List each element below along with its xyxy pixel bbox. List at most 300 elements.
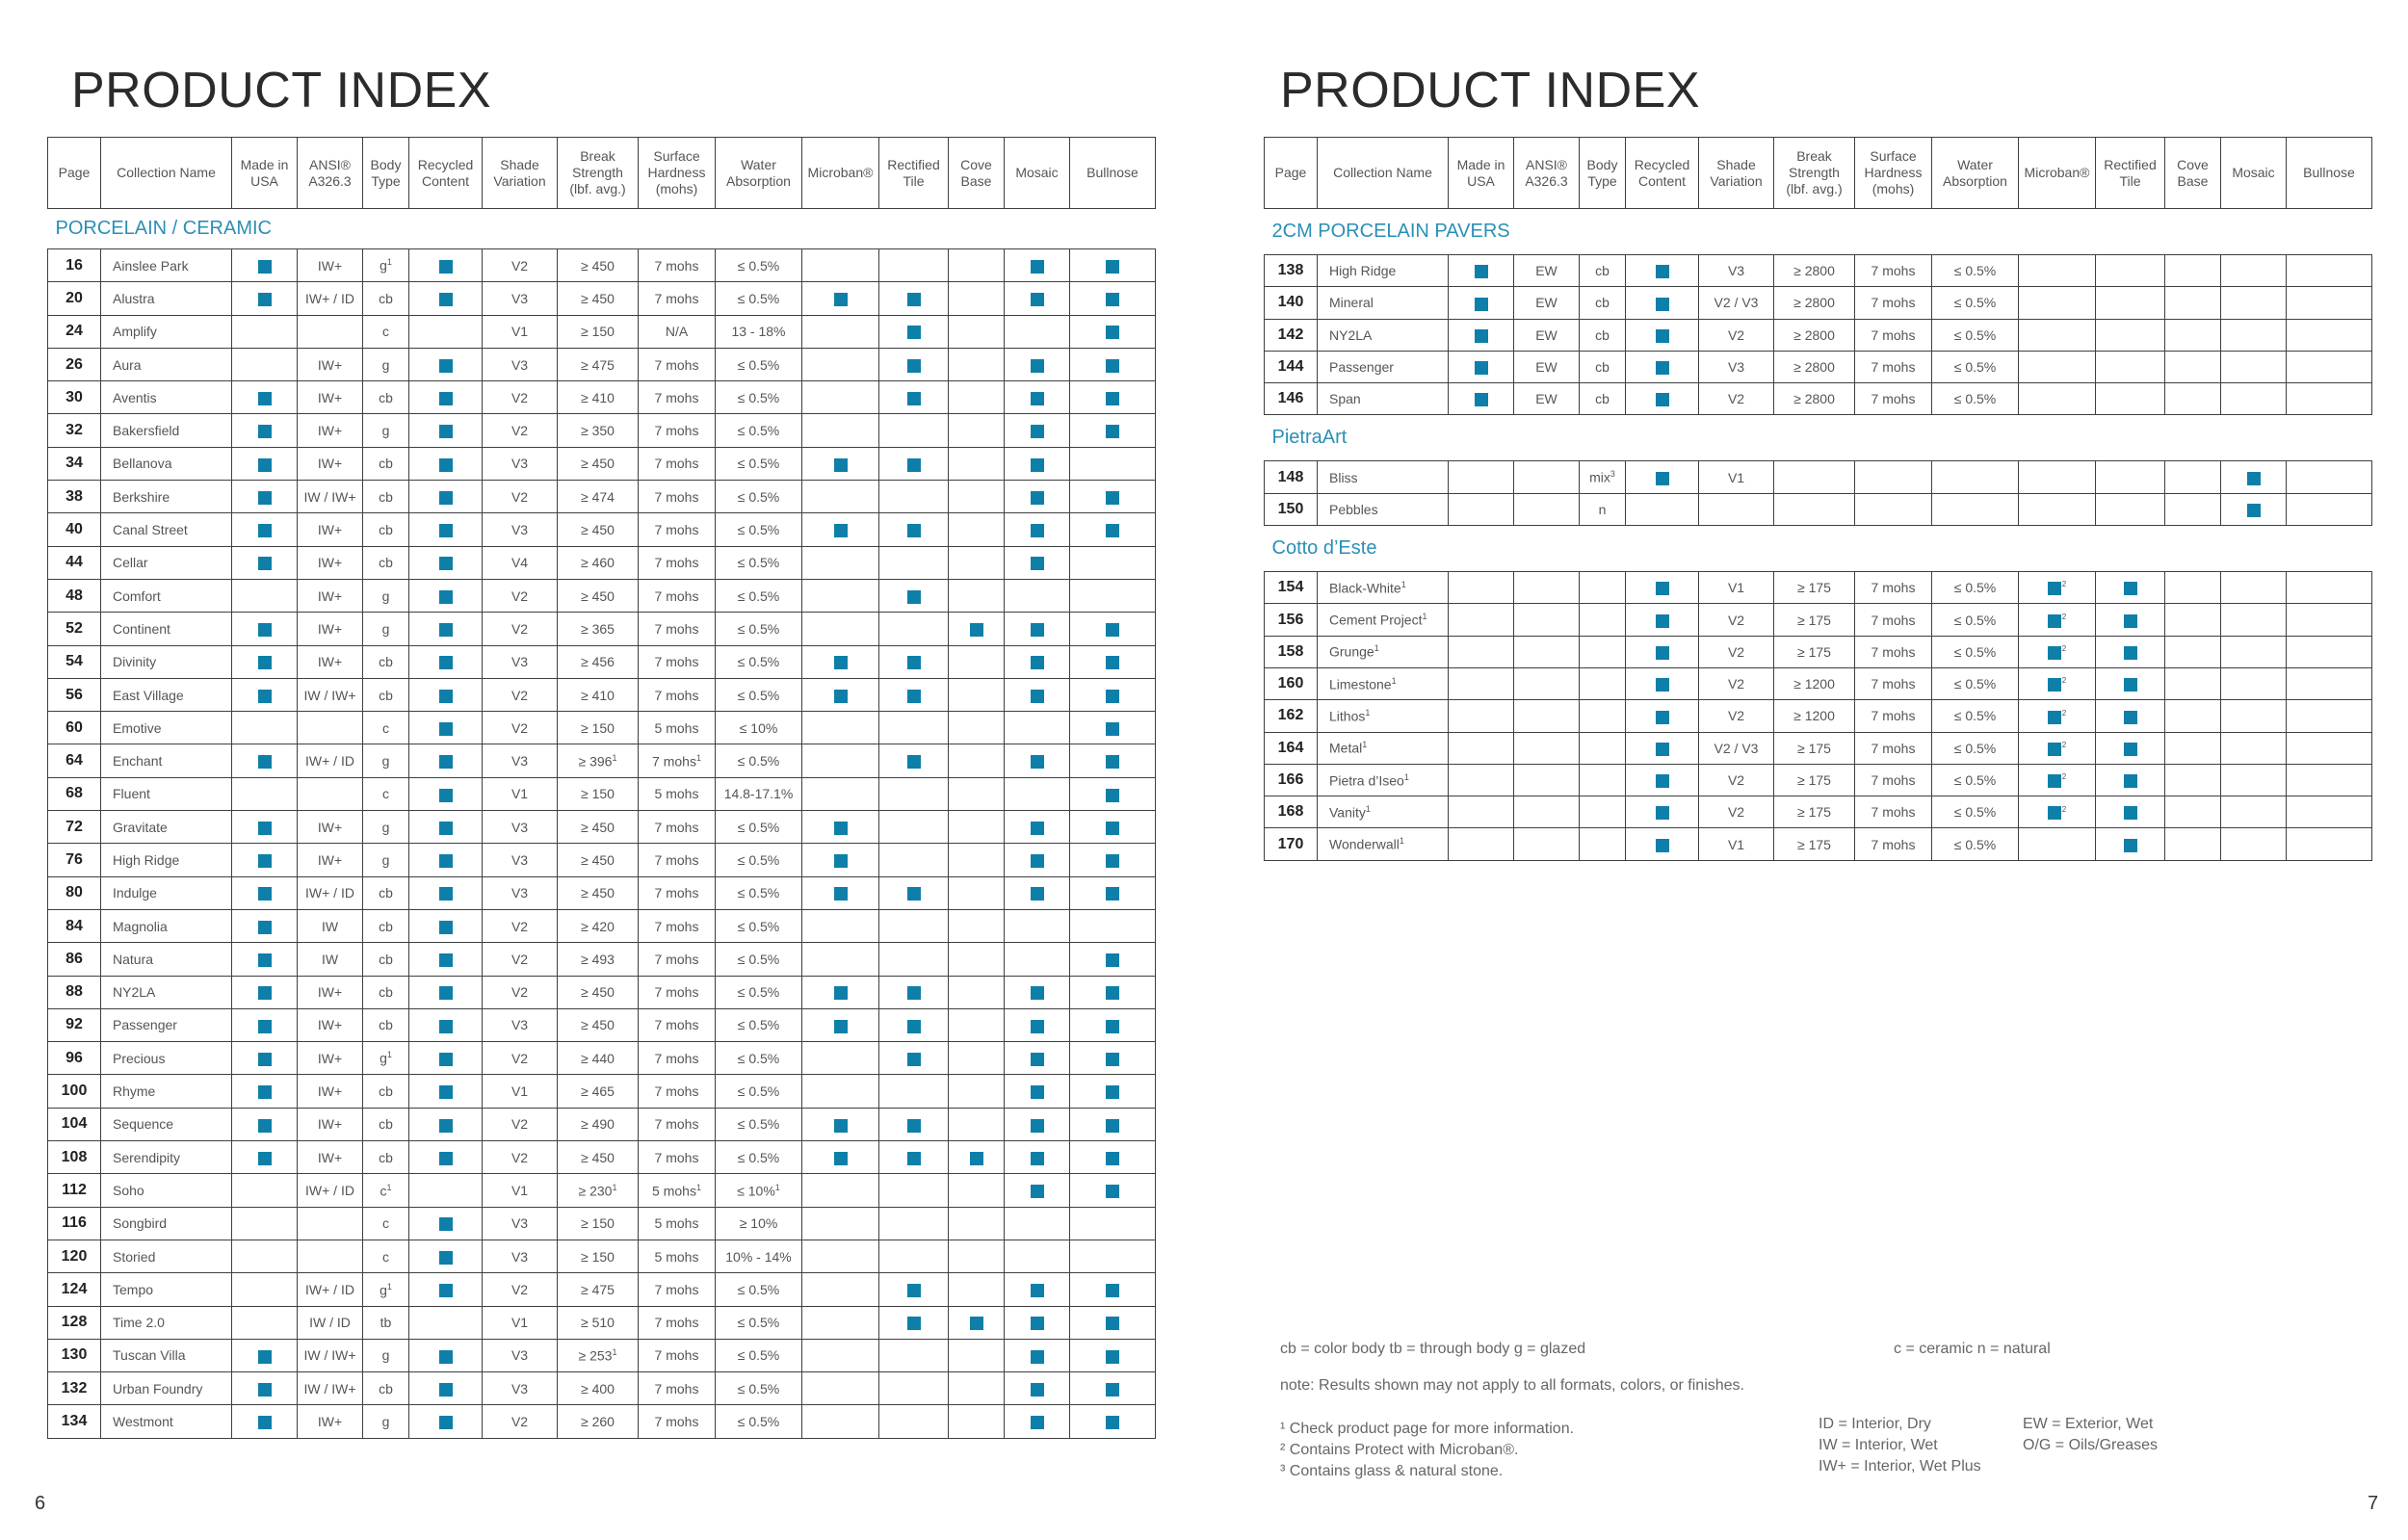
cell-surface-hardness: 7 mohs	[639, 282, 716, 315]
cell-water-absorption: ≤ 0.5%	[1932, 732, 2019, 764]
cell-microban	[802, 1306, 879, 1339]
cell-made-in-usa	[1449, 287, 1514, 319]
cell-mosaic	[1005, 381, 1070, 414]
legend-ceramic-natural: c = ceramic n = natural	[1894, 1341, 2051, 1357]
code-ew: EW = Exterior, Wet	[2023, 1416, 2154, 1432]
cell-microban	[2019, 572, 2096, 604]
cell-bullnose	[1070, 1008, 1156, 1041]
checkmark-square-icon	[2048, 646, 2061, 660]
checkmark-square-icon	[439, 690, 453, 703]
cell-surface-hardness: 7 mohs	[639, 1008, 716, 1041]
cell-rectified-tile	[2096, 255, 2165, 287]
cell-body-type	[1580, 732, 1626, 764]
checkmark-square-icon	[1106, 690, 1119, 703]
cell-surface-hardness: N/A	[639, 315, 716, 348]
checkmark-square-icon	[1031, 392, 1044, 405]
cell-water-absorption: ≤ 0.5%	[716, 1405, 802, 1438]
cell-surface-hardness: 7 mohs	[639, 414, 716, 447]
cell-mosaic	[1005, 1339, 1070, 1371]
cell-surface-hardness: 7 mohs	[1855, 667, 1932, 699]
cell-body-type: cb	[363, 546, 409, 579]
checkmark-square-icon	[1106, 1085, 1119, 1099]
cell-water-absorption: ≤ 0.5%	[716, 943, 802, 976]
checkmark-square-icon	[439, 656, 453, 669]
cell-water-absorption: 10% - 14%	[716, 1240, 802, 1272]
cell-mosaic	[1005, 1141, 1070, 1174]
cell-water-absorption: ≤ 0.5%	[1932, 796, 2019, 828]
cell-page: 16	[48, 249, 101, 282]
cell-water-absorption	[1932, 461, 2019, 493]
cell-shade-variation: V2	[483, 909, 558, 942]
checkmark-square-icon	[1656, 329, 1669, 343]
cell-microban	[802, 381, 879, 414]
checkmark-square-icon	[907, 656, 921, 669]
cell-microban	[802, 1108, 879, 1140]
cell-microban	[802, 777, 879, 810]
cell-bullnose	[1070, 844, 1156, 876]
cell-microban	[2019, 461, 2096, 493]
column-header-ansi: ANSI® A326.3	[1514, 138, 1580, 209]
cell-water-absorption: 13 - 18%	[716, 315, 802, 348]
cell-body-type: cb	[1580, 319, 1626, 351]
cell-break-strength: ≥ 150	[558, 712, 639, 744]
cell-break-strength: ≥ 2800	[1774, 351, 1855, 382]
cell-ansi	[1514, 764, 1580, 796]
cell-collection-name: High Ridge	[101, 844, 232, 876]
cell-microban	[802, 1339, 879, 1371]
checkmark-square-icon	[907, 293, 921, 306]
cell-break-strength: ≥ 450	[558, 447, 639, 480]
cell-page: 168	[1265, 796, 1318, 828]
checkmark-square-icon	[439, 1217, 453, 1231]
checkmark-square-icon	[439, 1152, 453, 1165]
cell-surface-hardness: 7 mohs	[639, 1042, 716, 1075]
cell-body-type: cb	[363, 282, 409, 315]
checkmark-square-icon	[907, 1053, 921, 1066]
page-number-left: 6	[35, 1493, 46, 1514]
checkmark-square-icon	[1106, 1350, 1119, 1364]
table-row	[48, 513, 1156, 546]
cell-surface-hardness: 7 mohs	[1855, 796, 1932, 828]
cell-mosaic	[1005, 811, 1070, 844]
cell-recycled-content	[409, 348, 483, 380]
checkmark-square-icon	[2124, 646, 2137, 660]
cell-recycled-content	[1626, 667, 1699, 699]
cell-rectified-tile	[879, 249, 949, 282]
cell-surface-hardness: 7 mohs	[1855, 319, 1932, 351]
cell-surface-hardness: 7 mohs	[639, 1339, 716, 1371]
checkmark-square-icon	[907, 1020, 921, 1033]
cell-collection-name: Metal$^1$	[1318, 732, 1449, 764]
checkmark-square-icon	[907, 755, 921, 769]
cell-ansi: IW+	[298, 1108, 363, 1140]
cell-ansi: IW+	[298, 513, 363, 546]
cell-collection-name: Mineral	[1318, 287, 1449, 319]
cell-ansi	[1514, 493, 1580, 525]
cell-bullnose	[2287, 493, 2372, 525]
checkmark-square-icon	[1031, 1119, 1044, 1133]
cell-ansi	[1514, 461, 1580, 493]
cell-made-in-usa	[232, 1339, 298, 1371]
cell-ansi	[298, 1240, 363, 1272]
cell-microban	[802, 909, 879, 942]
cell-cove-base	[949, 513, 1005, 546]
cell-collection-name: Divinity	[101, 645, 232, 678]
cell-cove-base	[2165, 383, 2221, 415]
cell-body-type: mix$^3$	[1580, 461, 1626, 493]
cell-rectified-tile	[2096, 636, 2165, 667]
cell-made-in-usa	[232, 1273, 298, 1306]
cell-mosaic	[2221, 828, 2287, 860]
cell-mosaic	[2221, 255, 2287, 287]
cell-mosaic	[1005, 414, 1070, 447]
cell-ansi: EW	[1514, 255, 1580, 287]
cell-surface-hardness: 7 mohs	[1855, 700, 1932, 732]
cell-mosaic	[1005, 645, 1070, 678]
cell-collection-name: Ainslee Park	[101, 249, 232, 282]
checkmark-square-icon	[1656, 361, 1669, 375]
cell-bullnose	[2287, 351, 2372, 382]
cell-made-in-usa	[232, 546, 298, 579]
cell-made-in-usa	[232, 1207, 298, 1240]
code-iw-plus: IW+ = Interior, Wet Plus	[1819, 1458, 1981, 1475]
table-row	[48, 613, 1156, 645]
cell-page: 24	[48, 315, 101, 348]
cell-made-in-usa	[232, 1108, 298, 1140]
cell-mosaic	[1005, 315, 1070, 348]
checkmark-square-icon	[1656, 472, 1669, 485]
cell-body-type: cb	[363, 381, 409, 414]
checkmark-square-icon	[1106, 260, 1119, 274]
checkmark-square-icon	[1656, 678, 1669, 692]
checkmark-square-icon	[1106, 1053, 1119, 1066]
cell-made-in-usa	[1449, 764, 1514, 796]
table-row	[1265, 287, 2372, 319]
cell-mosaic	[2221, 383, 2287, 415]
cell-recycled-content	[409, 1108, 483, 1140]
cell-break-strength: ≥ 175	[1774, 764, 1855, 796]
cell-cove-base	[949, 712, 1005, 744]
table-row	[48, 1008, 1156, 1041]
cell-page: 32	[48, 414, 101, 447]
table-header-row	[48, 138, 1156, 209]
cell-rectified-tile	[2096, 604, 2165, 636]
cell-shade-variation: V2	[483, 481, 558, 513]
column-header-surface-hardness: Surface Hardness (mohs)	[1855, 138, 1932, 209]
cell-bullnose	[1070, 546, 1156, 579]
checkmark-square-icon	[1106, 1317, 1119, 1330]
cell-collection-name: Wonderwall$^1$	[1318, 828, 1449, 860]
checkmark-square-icon	[258, 1119, 272, 1133]
cell-made-in-usa	[232, 282, 298, 315]
cell-recycled-content	[409, 481, 483, 513]
cell-mosaic	[2221, 461, 2287, 493]
cell-rectified-tile	[879, 844, 949, 876]
checkmark-square-icon	[439, 458, 453, 472]
cell-cove-base	[2165, 732, 2221, 764]
cell-bullnose	[1070, 315, 1156, 348]
checkmark-square-icon	[1106, 986, 1119, 1000]
cell-recycled-content	[409, 1207, 483, 1240]
checkmark-square-icon	[1656, 839, 1669, 852]
cell-break-strength: ≥ 450	[558, 513, 639, 546]
cell-rectified-tile	[879, 1405, 949, 1438]
cell-page: 134	[48, 1405, 101, 1438]
cell-surface-hardness: 7 mohs	[1855, 764, 1932, 796]
cell-microban	[802, 1207, 879, 1240]
cell-body-type: g	[363, 811, 409, 844]
table-row	[48, 744, 1156, 777]
checkmark-square-icon	[2124, 614, 2137, 628]
column-header-body-type: Body Type	[363, 138, 409, 209]
cell-cove-base	[2165, 287, 2221, 319]
legend-codes-interior	[1819, 1414, 1981, 1477]
cell-break-strength: ≥ 150	[558, 1207, 639, 1240]
cell-cove-base	[2165, 319, 2221, 351]
cell-bullnose	[1070, 1042, 1156, 1075]
cell-mosaic	[2221, 572, 2287, 604]
cell-shade-variation: V1	[1699, 828, 1774, 860]
cell-recycled-content	[409, 645, 483, 678]
cell-ansi: IW+	[298, 613, 363, 645]
cell-recycled-content	[409, 1339, 483, 1371]
cell-microban	[2019, 255, 2096, 287]
cell-recycled-content	[1626, 319, 1699, 351]
checkmark-square-icon	[1031, 425, 1044, 438]
cell-cove-base	[2165, 796, 2221, 828]
cell-ansi: IW / IW+	[298, 1339, 363, 1371]
cell-mosaic	[1005, 777, 1070, 810]
cell-microban	[802, 876, 879, 909]
checkmark-square-icon	[1656, 743, 1669, 756]
cell-ansi: EW	[1514, 351, 1580, 382]
cell-body-type	[1580, 636, 1626, 667]
cell-page: 34	[48, 447, 101, 480]
cell-mosaic	[1005, 678, 1070, 711]
cell-microban	[802, 315, 879, 348]
table-row	[48, 481, 1156, 513]
cell-microban	[802, 282, 879, 315]
cell-cove-base	[949, 844, 1005, 876]
cell-rectified-tile	[879, 1207, 949, 1240]
cell-body-type: cb	[363, 481, 409, 513]
table-row	[48, 1273, 1156, 1306]
checkmark-square-icon	[258, 1020, 272, 1033]
cell-ansi: IW+	[298, 579, 363, 612]
cell-break-strength: ≥ 510	[558, 1306, 639, 1339]
table-row	[48, 876, 1156, 909]
cell-water-absorption: ≤ 0.5%	[716, 909, 802, 942]
table-row	[48, 1207, 1156, 1240]
checkmark-square-icon	[907, 986, 921, 1000]
cell-collection-name: Amplify	[101, 315, 232, 348]
cell-collection-name: Fluent	[101, 777, 232, 810]
cell-ansi: IW+ / ID	[298, 744, 363, 777]
checkmark-square-icon	[1031, 1152, 1044, 1165]
cell-page: 84	[48, 909, 101, 942]
checkmark-square-icon	[258, 260, 272, 274]
cell-rectified-tile	[879, 282, 949, 315]
cell-bullnose	[2287, 667, 2372, 699]
cell-water-absorption: ≤ 0.5%	[716, 678, 802, 711]
cell-rectified-tile	[879, 777, 949, 810]
cell-water-absorption: ≤ 0.5%	[716, 1372, 802, 1405]
table-row	[1265, 636, 2372, 667]
checkmark-square-icon	[1475, 393, 1488, 406]
cell-recycled-content	[409, 513, 483, 546]
cell-collection-name: NY2LA	[101, 976, 232, 1008]
checkmark-square-icon	[907, 1152, 921, 1165]
cell-shade-variation: V3	[483, 844, 558, 876]
cell-collection-name: Bakersfield	[101, 414, 232, 447]
cell-mosaic	[1005, 943, 1070, 976]
cell-page: 112	[48, 1174, 101, 1207]
cell-surface-hardness: 7 mohs	[639, 579, 716, 612]
cell-mosaic	[2221, 796, 2287, 828]
checkmark-square-icon	[1031, 1416, 1044, 1429]
checkmark-square-icon	[1031, 986, 1044, 1000]
checkmark-square-icon	[1106, 293, 1119, 306]
checkmark-square-icon	[258, 1350, 272, 1364]
table-row	[1265, 604, 2372, 636]
cell-water-absorption: ≤ 0.5%	[716, 645, 802, 678]
cell-bullnose	[2287, 287, 2372, 319]
checkmark-square-icon	[439, 1416, 453, 1429]
cell-microban	[802, 1240, 879, 1272]
cell-rectified-tile	[879, 481, 949, 513]
cell-microban	[2019, 828, 2096, 860]
checkmark-square-icon	[2247, 504, 2261, 517]
cell-surface-hardness: 7 mohs	[639, 348, 716, 380]
cell-page: 148	[1265, 461, 1318, 493]
checkmark-square-icon	[1106, 392, 1119, 405]
checkmark-square-icon	[1656, 774, 1669, 788]
cell-shade-variation: V2	[1699, 604, 1774, 636]
cell-microban	[802, 744, 879, 777]
cell-break-strength: ≥ 450	[558, 844, 639, 876]
section-heading: PORCELAIN / CERAMIC	[48, 209, 1156, 249]
cell-made-in-usa	[232, 348, 298, 380]
checkmark-square-icon	[834, 822, 848, 835]
checkmark-square-icon	[258, 1152, 272, 1165]
cell-mosaic	[1005, 1108, 1070, 1140]
table-row	[48, 943, 1156, 976]
cell-break-strength: ≥ 475	[558, 348, 639, 380]
cell-bullnose	[1070, 1240, 1156, 1272]
table-row	[1265, 572, 2372, 604]
cell-recycled-content	[409, 414, 483, 447]
cell-break-strength: ≥ 2800	[1774, 255, 1855, 287]
cell-water-absorption: ≤ 0.5%	[716, 613, 802, 645]
cell-ansi: IW	[298, 943, 363, 976]
cell-bullnose	[1070, 645, 1156, 678]
checkmark-square-icon	[258, 524, 272, 537]
cell-body-type: cb	[363, 976, 409, 1008]
cell-shade-variation: V2	[483, 1108, 558, 1140]
cell-water-absorption: ≤ 0.5%	[716, 876, 802, 909]
footnote-marker: 2	[2061, 772, 2067, 782]
cell-page: 140	[1265, 287, 1318, 319]
cell-collection-name: Westmont	[101, 1405, 232, 1438]
cell-body-type: g	[363, 348, 409, 380]
cell-surface-hardness: 7 mohs	[639, 1372, 716, 1405]
cell-water-absorption: ≤ 0.5%	[1932, 287, 2019, 319]
cell-recycled-content	[409, 447, 483, 480]
cell-mosaic	[1005, 976, 1070, 1008]
cell-bullnose	[1070, 1339, 1156, 1371]
cell-rectified-tile	[879, 712, 949, 744]
cell-shade-variation: V2	[483, 1042, 558, 1075]
cell-made-in-usa	[1449, 572, 1514, 604]
cell-shade-variation	[1699, 493, 1774, 525]
cell-rectified-tile	[879, 447, 949, 480]
cell-cove-base	[2165, 764, 2221, 796]
cell-page: 124	[48, 1273, 101, 1306]
checkmark-square-icon	[2124, 839, 2137, 852]
cell-body-type	[1580, 828, 1626, 860]
cell-cove-base	[949, 613, 1005, 645]
cell-ansi: EW	[1514, 383, 1580, 415]
footnote-marker: 2	[2061, 676, 2067, 686]
table-row	[48, 414, 1156, 447]
cell-rectified-tile	[879, 976, 949, 1008]
cell-collection-name: Lithos$^1$	[1318, 700, 1449, 732]
cell-water-absorption: ≤ 0.5%	[716, 1108, 802, 1140]
cell-collection-name: Urban Foundry	[101, 1372, 232, 1405]
cell-shade-variation: V3	[483, 348, 558, 380]
cell-cove-base	[949, 1008, 1005, 1041]
cell-shade-variation: V2 / V3	[1699, 732, 1774, 764]
cell-recycled-content	[409, 1075, 483, 1108]
cell-bullnose	[2287, 764, 2372, 796]
cell-ansi: IW / IW+	[298, 678, 363, 711]
column-header-shade-variation: Shade Variation	[483, 138, 558, 209]
checkmark-square-icon	[834, 986, 848, 1000]
cell-recycled-content	[409, 909, 483, 942]
cell-shade-variation: V2	[1699, 667, 1774, 699]
cell-break-strength: ≥ 150	[558, 777, 639, 810]
cell-page: 144	[1265, 351, 1318, 382]
cell-collection-name: Cellar	[101, 546, 232, 579]
cell-surface-hardness: 5 mohs	[639, 712, 716, 744]
cell-break-strength	[1774, 461, 1855, 493]
cell-bullnose	[2287, 319, 2372, 351]
checkmark-square-icon	[439, 1085, 453, 1099]
checkmark-square-icon	[1106, 722, 1119, 736]
cell-recycled-content	[409, 844, 483, 876]
cell-shade-variation: V1	[483, 1306, 558, 1339]
cell-break-strength: ≥ 474	[558, 481, 639, 513]
cell-mosaic	[1005, 712, 1070, 744]
cell-mosaic	[1005, 546, 1070, 579]
cell-surface-hardness: 7 mohs	[1855, 351, 1932, 382]
cell-page: 26	[48, 348, 101, 380]
cell-body-type: cb	[1580, 255, 1626, 287]
cell-cove-base	[949, 909, 1005, 942]
cell-rectified-tile	[879, 1075, 949, 1108]
cell-break-strength: ≥ 450	[558, 811, 639, 844]
cell-recycled-content	[1626, 351, 1699, 382]
checkmark-square-icon	[1106, 1119, 1119, 1133]
checkmark-square-icon	[258, 557, 272, 570]
cell-surface-hardness: 7 mohs	[639, 1306, 716, 1339]
checkmark-square-icon	[439, 260, 453, 274]
cell-body-type: g	[363, 1405, 409, 1438]
checkmark-square-icon	[1031, 557, 1044, 570]
cell-cove-base	[949, 249, 1005, 282]
cell-body-type: cb	[363, 1372, 409, 1405]
cell-mosaic	[2221, 764, 2287, 796]
